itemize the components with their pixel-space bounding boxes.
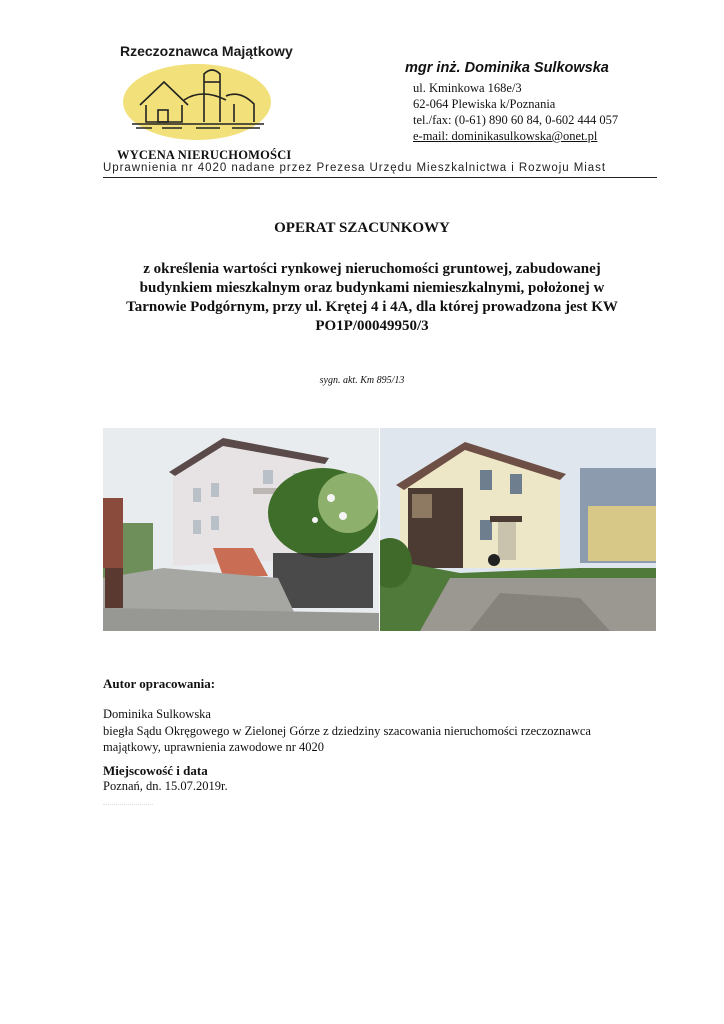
phone-line: tel./fax: (0-61) 890 60 84, 0-602 444 057 — [413, 113, 619, 127]
logo-subtitle: WYCENA NIERUCHOMOŚCI — [117, 148, 292, 162]
place-date-value: Poznań, dn. 15.07.2019r. — [103, 779, 228, 793]
address-street: ul. Kminkowa 168e/3 — [413, 81, 522, 95]
license-line: Uprawnienia nr 4020 nadane przez Prezesa Urzędu Mieszkalnictwa i Rozwoju Miast — [103, 162, 606, 174]
place-date-label: Miejscowość i data — [103, 763, 208, 778]
document-title: OPERAT SZACUNKOWY — [274, 220, 450, 236]
author-name: Dominika Sulkowska — [103, 707, 211, 721]
contact-name: mgr inż. Dominika Sulkowska — [405, 60, 609, 76]
property-photo-front — [103, 428, 379, 631]
author-role: biegła Sądu Okręgowego w Zielonej Górze z dziedziny szacowania nieruchomości rzeczoznawca majątkowy, uprawnienia zawodowe nr 4020 — [103, 724, 591, 754]
logo-building-icon — [122, 60, 272, 147]
property-photo-courtyard — [380, 428, 656, 631]
logo-title: Rzeczoznawca Majątkowy — [120, 43, 293, 59]
case-signature: sygn. akt. Km 895/13 — [319, 375, 405, 386]
email-link[interactable]: e-mail: dominikasulkowska@onet.pl — [413, 129, 598, 143]
address-city: 62-064 Plewiska k/Poznania — [413, 97, 556, 111]
header-divider — [103, 177, 657, 178]
author-label: Autor opracowania: — [103, 676, 216, 691]
document-subject: z określenia wartości rynkowej nieruchomości gruntowej, zabudowanej budynkiem mieszkalnym oraz budynkami niemieszkalnymi, położonej w Tarnowie Podgórnym, przy ul. Krętej 4 i 4A, dla której prowadzona jest KW PO1P/00049950/3 — [126, 261, 618, 334]
faint-divider — [103, 804, 153, 805]
